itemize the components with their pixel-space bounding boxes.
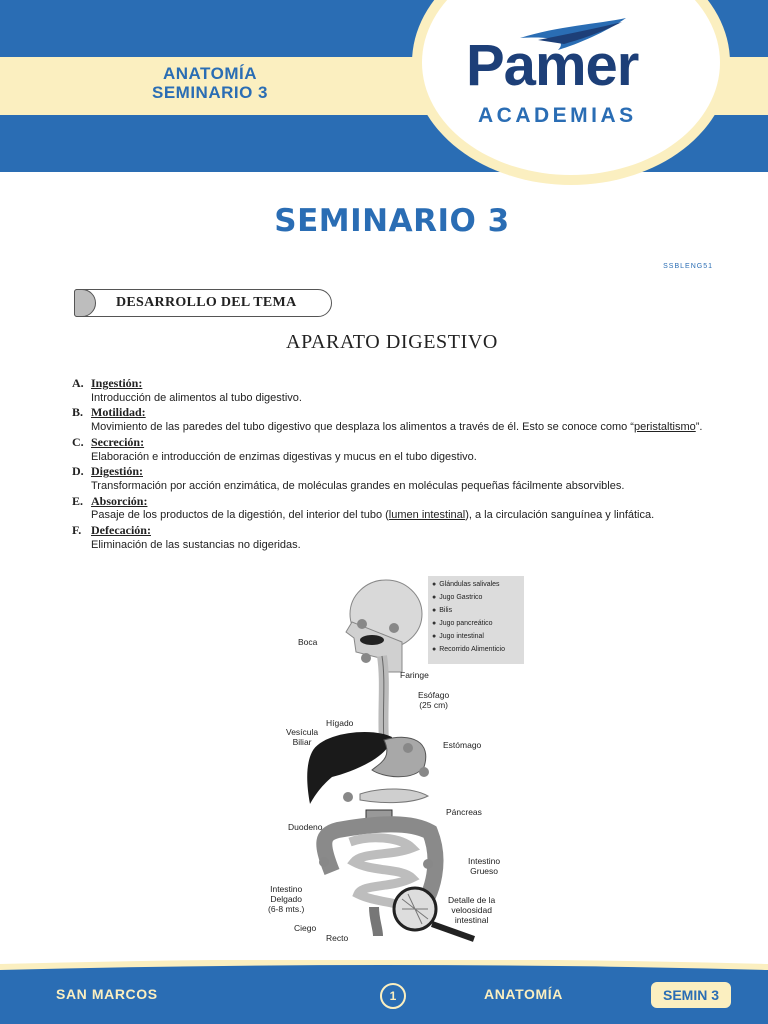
- logo-wordmark: Pamer: [466, 33, 639, 98]
- label-estomago: Estómago: [443, 740, 482, 750]
- item-description: [72, 420, 732, 435]
- list-item: [72, 435, 732, 464]
- topic-title: APARATO DIGESTIVO: [286, 331, 498, 353]
- item-letter: D.: [72, 464, 84, 479]
- item-letter: E.: [72, 493, 84, 508]
- legend-item: ● Jugo intestinal: [432, 630, 505, 643]
- legend-item: ● Jugo Gastrico: [432, 591, 505, 604]
- item-description: Eliminación de las sustancias no digeridas.: [91, 538, 301, 551]
- label-detalle-line1: Detalle de la: [448, 895, 496, 905]
- item-title: Defecación:: [91, 523, 151, 538]
- item-description-term: peristaltismo: [633, 421, 696, 434]
- item-description: Elaboración e introducción de enzimas digestivas y mucus en el tubo digestivo.: [91, 450, 477, 463]
- item-title: Digestión:: [91, 464, 143, 479]
- label-vesicula-line1: Vesícula: [286, 727, 319, 737]
- legend-item: ● Bilis: [432, 604, 505, 617]
- label-esofago-name: Esófago: [418, 690, 450, 700]
- section-label: DESARROLLO DEL TEMA: [116, 295, 297, 310]
- item-letter: F.: [72, 523, 82, 538]
- list-item: [72, 464, 732, 493]
- item-description-end: ), a la circulación sanguínea y linfática.: [465, 509, 655, 522]
- item-description-text: Pasaje de los productos de la digestión, del interior del tubo (: [91, 509, 389, 522]
- item-description: Transformación por acción enzimática, de moléculas grandes en moléculas pequeñas fácilmente absorvibles.: [91, 479, 625, 492]
- legend-item: ● Jugo pancreático: [432, 617, 505, 630]
- label-intestino-delgado-line3: (6-8 mts.): [268, 904, 305, 914]
- label-detalle-line2: veloosidad: [451, 905, 492, 915]
- document-code: SSBLENG51: [663, 263, 713, 270]
- label-esofago: [418, 690, 449, 710]
- label-intestino-delgado-line1: Intestino: [270, 884, 303, 894]
- list-item: [72, 523, 732, 552]
- label-detalle-line3: intestinal: [454, 915, 489, 925]
- footer-campus: SAN MARCOS: [56, 986, 158, 1002]
- logo-subtitle: ACADEMIAS: [478, 104, 637, 127]
- label-intestino-grueso-line1: Intestino: [468, 856, 501, 866]
- function-list: [72, 376, 732, 552]
- item-description-text: Movimiento de las paredes del tubo digestivo que desplaza los alimentos a través de él. Esto se conoce como “: [91, 421, 634, 434]
- item-title: Ingestión:: [91, 376, 143, 390]
- label-recto: Recto: [326, 933, 349, 943]
- header-course-title: [110, 64, 310, 102]
- label-intestino-grueso-line2: Grueso: [470, 866, 498, 876]
- label-duodeno: Duodeno: [288, 822, 323, 832]
- list-item: [72, 494, 732, 523]
- label-pancreas: Páncreas: [446, 807, 482, 817]
- item-description-end: ”.: [695, 421, 703, 434]
- header-subject: ANATOMÍA: [162, 64, 258, 83]
- item-letter: B.: [72, 405, 84, 420]
- seminar-badge: SEMIN 3: [651, 982, 731, 1008]
- page-title: SEMINARIO 3: [274, 203, 510, 239]
- label-detalle: [448, 895, 495, 925]
- label-vesicula: [286, 727, 318, 747]
- label-higado: Hígado: [326, 718, 354, 728]
- legend-item: ● Glándulas salivales: [432, 578, 505, 591]
- label-faringe: Faringe: [400, 670, 429, 680]
- item-title: Secreción:: [91, 434, 145, 449]
- page-number: 1: [380, 983, 406, 1009]
- item-description: [72, 508, 732, 523]
- legend: [432, 578, 505, 656]
- header-seminar: SEMINARIO 3: [151, 83, 269, 102]
- list-item: [72, 405, 732, 434]
- label-intestino-delgado: [268, 884, 304, 914]
- item-description: Introducción de alimentos al tubo digestivo.: [91, 391, 302, 404]
- label-ciego: Ciego: [294, 923, 317, 933]
- label-vesicula-line2: Biliar: [292, 737, 312, 747]
- item-letter: C.: [72, 434, 84, 449]
- list-item: [72, 376, 732, 405]
- label-intestino-grueso: [468, 856, 500, 876]
- label-boca: Boca: [298, 637, 318, 647]
- footer-subject: ANATOMÍA: [484, 986, 563, 1002]
- item-title: Absorción:: [91, 493, 148, 508]
- label-intestino-delgado-line2: Delgado: [270, 894, 303, 904]
- item-letter: A.: [72, 376, 84, 390]
- item-description-term: lumen intestinal: [388, 509, 466, 522]
- item-title: Motilidad:: [91, 405, 146, 420]
- legend-item: ● Recorrido Alimenticio: [432, 643, 505, 656]
- label-esofago-length: (25 cm): [419, 700, 448, 710]
